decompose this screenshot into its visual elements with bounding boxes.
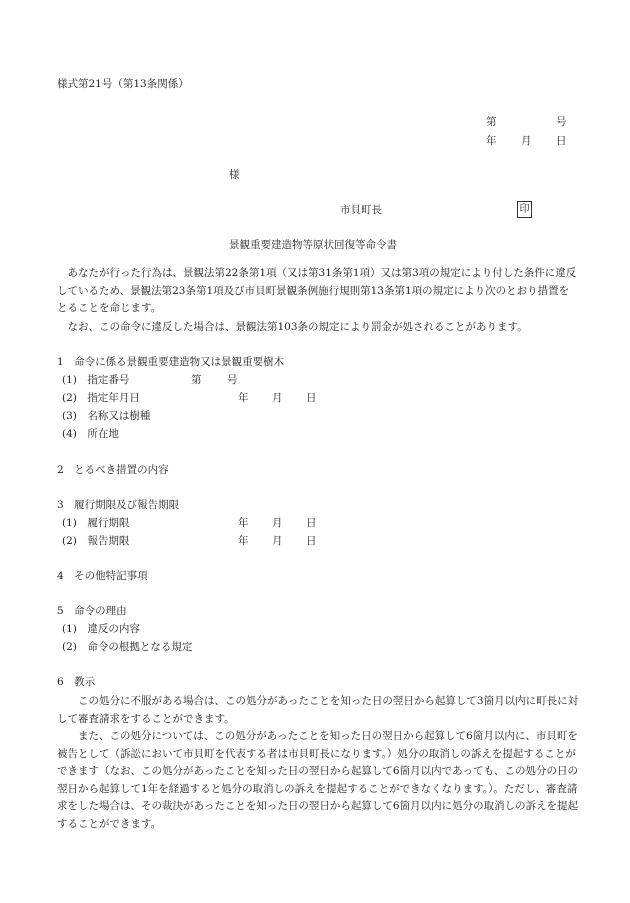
performance-deadline-month: 月 [272, 517, 283, 529]
intro-paragraph: あなたが行った行為は、景観法第22条第1項（又は第31条第1項）又は第3項の規定により付した条件に違反しているため、景観法第23条第1項及び市貝町景観条例施行規則第13条第1項の規定により次のとおり措置をとることを命じます。 [57, 267, 577, 314]
report-deadline-month: 月 [272, 535, 283, 547]
appeal-notice-paragraph: この処分に不服がある場合は、この処分があったことを知った日の翌日から起算して3箇月以内に町長に対して審査請求をすることができます。 [57, 695, 579, 725]
issuer-name: 市貝町長 [340, 204, 382, 216]
performance-deadline-year: 年 [238, 517, 249, 529]
document-number-suffix: 号 [556, 116, 567, 128]
designation-number-suffix: 号 [227, 374, 238, 386]
document-title: 景観重要建造物等原状回復等命令書 [229, 239, 397, 251]
section-2-heading: 2 とるべき措置の内容 [57, 464, 169, 476]
section-6-heading: 6 教示 [57, 676, 96, 688]
penalty-note: なお、この命令に違反した場合は、景観法第103条の規定により罰金が処されることがあります。 [57, 321, 528, 333]
report-deadline-label: (2) 報告期限 [62, 535, 130, 547]
designation-date-label: (2) 指定年月日 [62, 392, 140, 404]
section-4-heading: 4 その他特記事項 [57, 570, 148, 582]
form-label: 様式第21号（第13条関係） [57, 78, 189, 90]
date-year: 年 [486, 135, 497, 147]
performance-deadline-label: (1) 履行期限 [62, 517, 130, 529]
report-deadline-year: 年 [238, 535, 249, 547]
section-1-heading: 1 命令に係る景観重要建造物又は景観重要樹木 [57, 356, 285, 368]
name-or-species-label: (3) 名称又は樹種 [62, 410, 151, 422]
legal-basis-label: (2) 命令の根拠となる規定 [62, 641, 193, 653]
designation-number-label: (1) 指定番号 [62, 374, 130, 386]
addressee-suffix: 様 [229, 169, 240, 181]
violation-content-label: (1) 違反の内容 [62, 623, 140, 635]
designation-date-day: 日 [306, 392, 317, 404]
designation-number-prefix: 第 [191, 374, 202, 386]
date-month: 月 [521, 135, 532, 147]
lawsuit-notice-paragraph: また、この処分については、この処分があったことを知った日の翌日から起算して6箇月以内に、市貝町を被告として（訴訟において市貝町を代表する者は市貝町長になります。）処分の取消しの訴えを提起することができます（なお、この処分があったことを知った日の翌日から起算して6箇月以内であっても、この処分の日の翌日から起算して1年を経過すると処分の取消しの訴えを提起することができなくなります。）。ただし、審査請求をした場合は、その裁決があったことを知った日の翌日から起算して6箇月以内に処分の取消しの訴えを提起することができます。 [57, 730, 579, 830]
designation-date-year: 年 [238, 392, 249, 404]
date-day: 日 [556, 135, 567, 147]
designation-date-month: 月 [272, 392, 283, 404]
report-deadline-day: 日 [306, 535, 317, 547]
section-5-heading: 5 命令の理由 [57, 605, 127, 617]
document-number-prefix: 第 [486, 116, 497, 128]
seal-mark: 印 [517, 201, 532, 218]
location-label: (4) 所在地 [62, 428, 119, 440]
section-3-heading: 3 履行期限及び報告期限 [57, 499, 180, 511]
performance-deadline-day: 日 [306, 517, 317, 529]
